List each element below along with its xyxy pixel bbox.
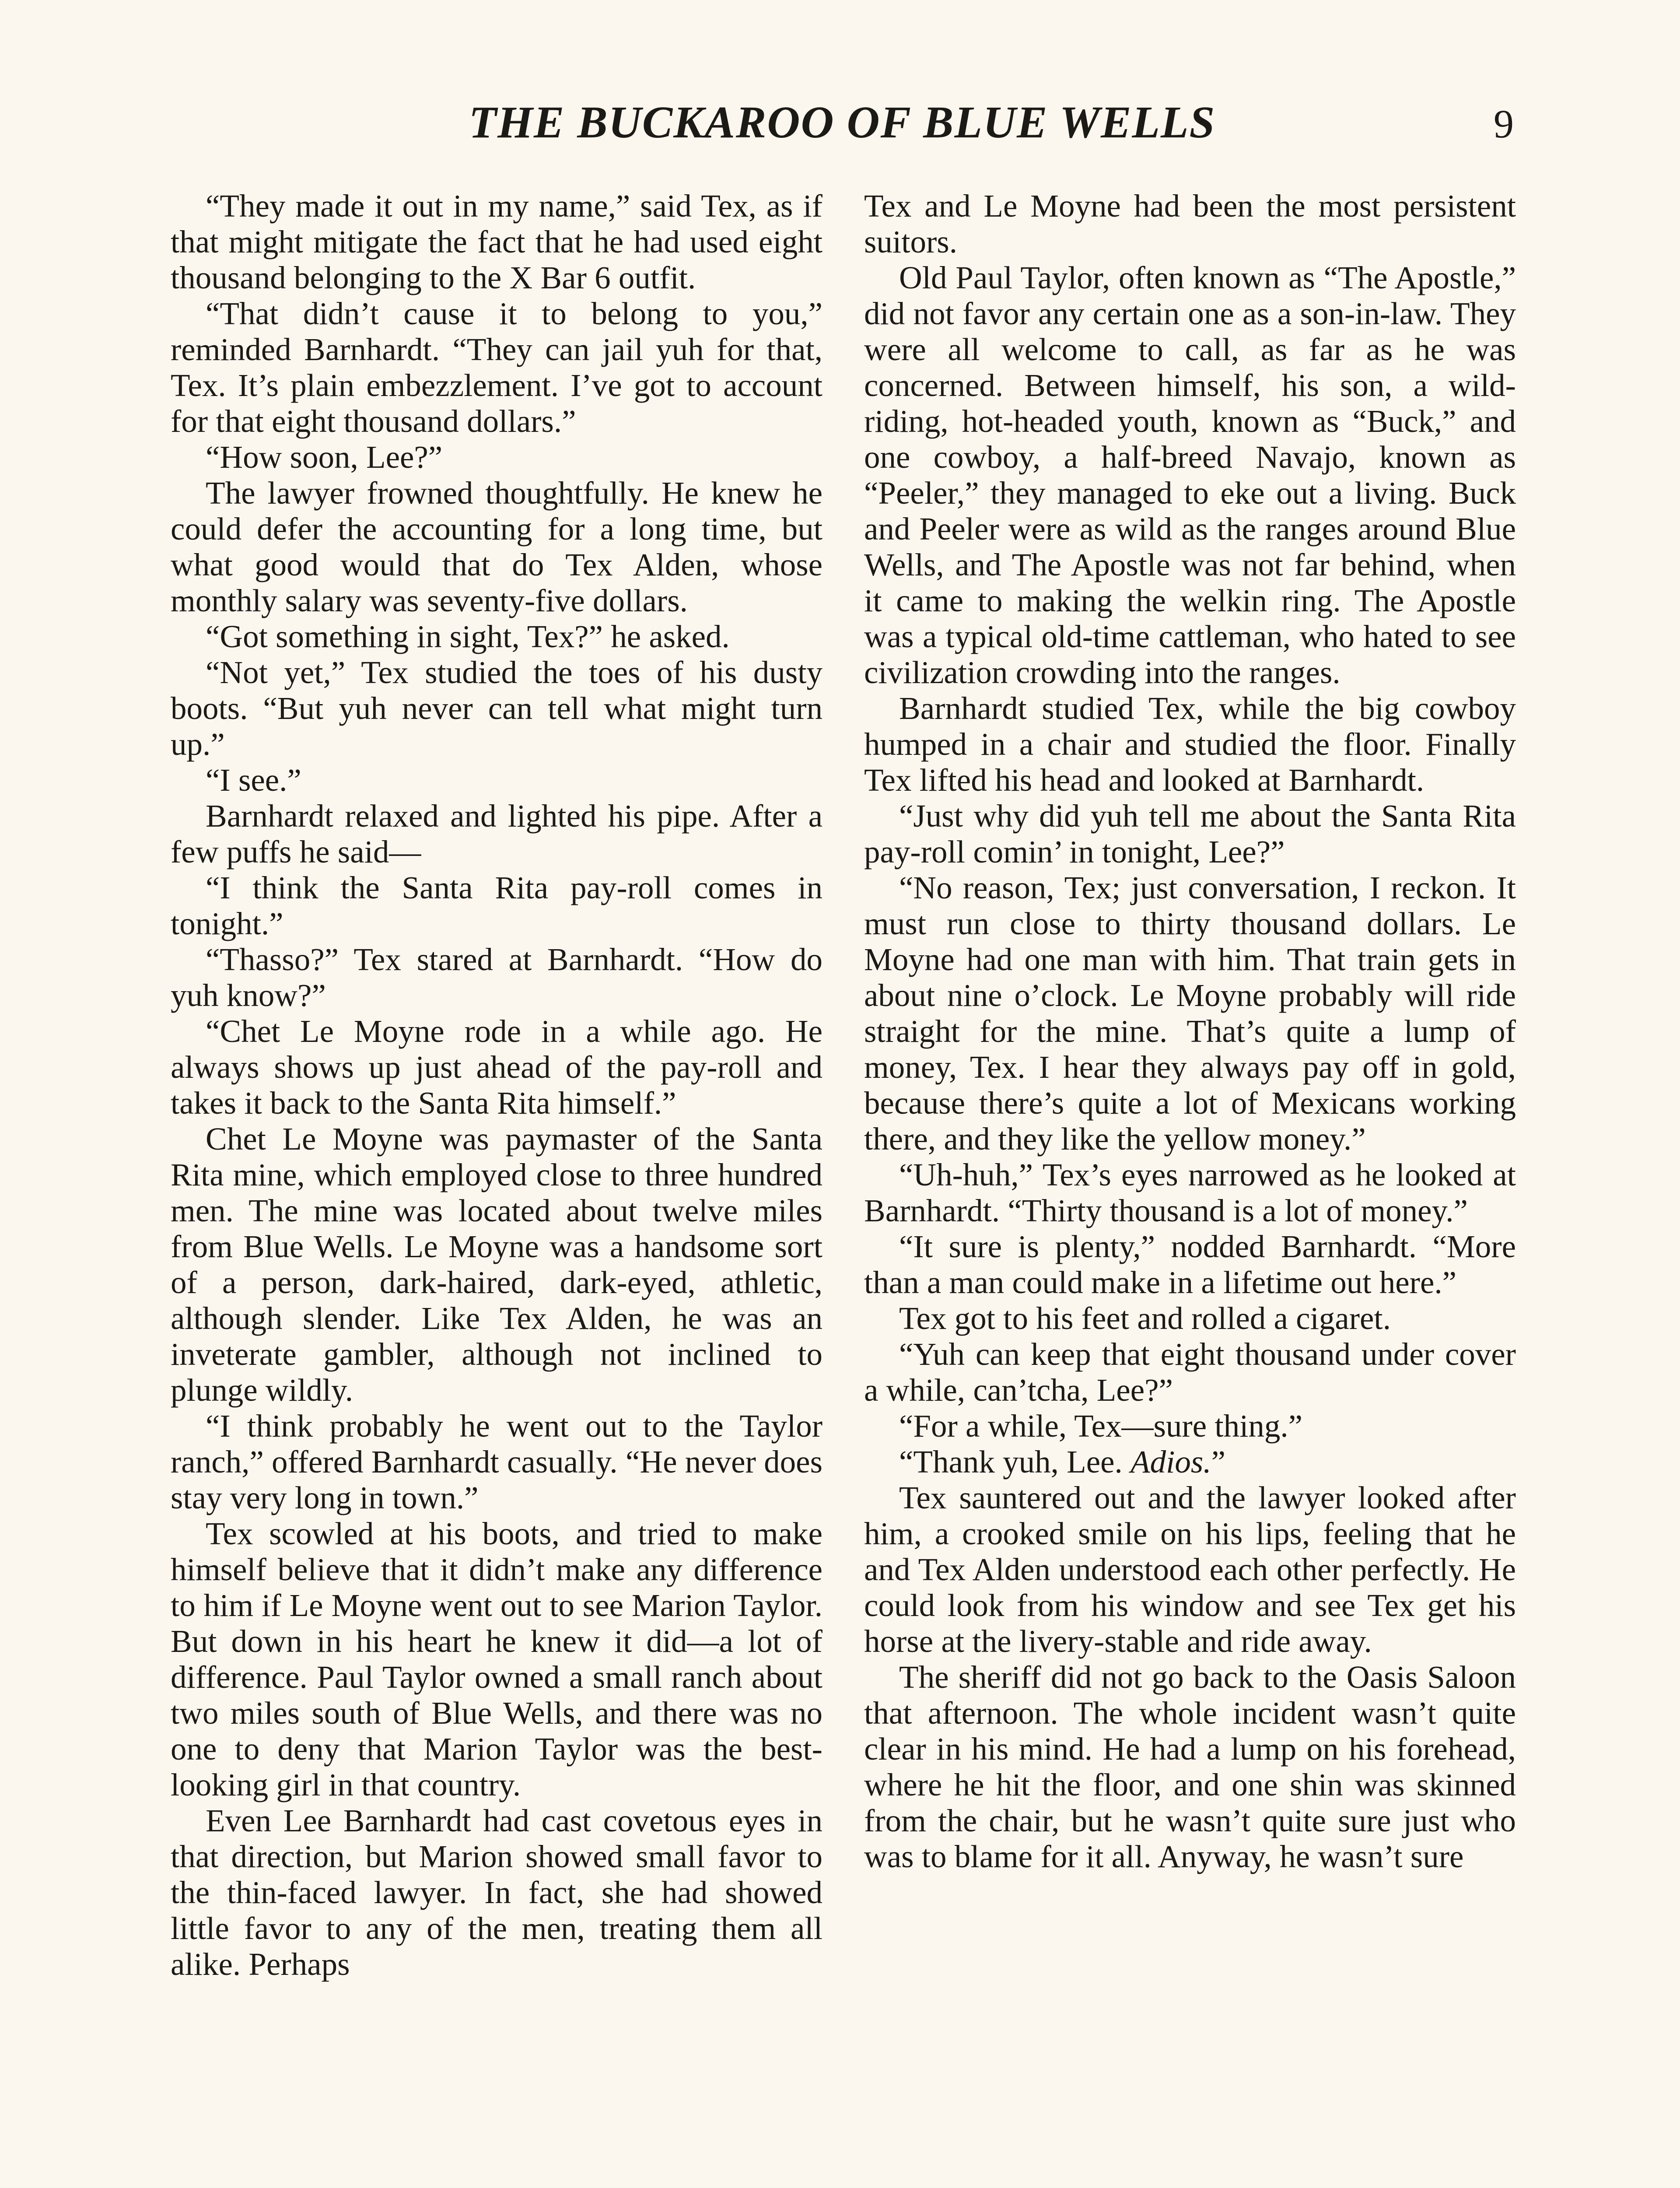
paragraph <box>864 691 1516 798</box>
paragraph <box>864 260 1516 691</box>
paragraph <box>171 1408 822 1516</box>
paragraph <box>171 1013 822 1121</box>
paragraph-text: Barnhardt studied Tex, while the big cowboy humped in a chair and studied the floor. Finally Tex lifted his head and looked at Barnhardt. <box>864 691 1516 798</box>
paragraph <box>864 1336 1516 1408</box>
paragraph-text: Tex scowled at his boots, and tried to make himself believe that it didn’t make any difference to him if Le Moyne went out to see Marion Taylor. But down in his heart he knew it did—a lot of difference. Paul Taylor owned a small ranch about two miles south of Blue Wells, and there was no one to deny that Marion Taylor was the best-looking girl in that country. <box>171 1516 822 1802</box>
paragraph-text: The sheriff did not go back to the Oasis Saloon that afternoon. The whole incident wasn’t quite clear in his mind. He had a lump on his forehead, where he hit the floor, and one shin was skinned from the chair, but he wasn’t quite sure just who was to blame for it all. Anyway, he wasn’t sure <box>864 1659 1516 1874</box>
paragraph-italic-text: Adios. <box>1130 1444 1211 1480</box>
paragraph-text: Tex and Le Moyne had been the most persistent suitors. <box>864 188 1516 259</box>
paragraph <box>171 942 822 1013</box>
paragraph-text: “Uh-huh,” Tex’s eyes narrowed as he looked at Barnhardt. “Thirty thousand is a lot of money.” <box>864 1157 1516 1228</box>
paragraph-text: “Got something in sight, Tex?” he asked. <box>206 619 730 654</box>
paragraph <box>171 296 822 439</box>
paragraph <box>171 1121 822 1408</box>
running-head <box>171 96 1514 162</box>
paragraph <box>864 1480 1516 1659</box>
paragraph-text: “Thank yuh, Lee. <box>899 1444 1131 1480</box>
paragraph <box>171 475 822 619</box>
paragraph-text: “That didn’t cause it to belong to you,” reminded Barnhardt. “They can jail yuh for that, Tex. It’s plain embezzlement. I’ve got to account for that eight thousand dollars.” <box>171 296 822 439</box>
paragraph <box>171 619 822 655</box>
paragraph-text: “How soon, Lee?” <box>206 439 443 475</box>
paragraph-text: “Not yet,” Tex studied the toes of his dusty boots. “But yuh never can tell what might turn up.” <box>171 655 822 762</box>
paragraph-text: Tex got to his feet and rolled a cigaret. <box>899 1301 1391 1336</box>
text-column-left <box>171 188 822 2188</box>
paragraph <box>171 762 822 798</box>
paragraph-text: “Thasso?” Tex stared at Barnhardt. “How do yuh know?” <box>171 942 822 1013</box>
paragraph <box>864 1659 1516 1875</box>
text-column-right <box>864 188 1516 2188</box>
paragraph: “Thank yuh, Lee. Adios.” <box>899 1444 1225 1480</box>
paragraph-text: Barnhardt relaxed and lighted his pipe. After a few puffs he said— <box>171 798 822 870</box>
paragraph-text: “They made it out in my name,” said Tex, as if that might mitigate the fact that he had used eight thousand belonging to the X Bar 6 outfit. <box>171 188 822 295</box>
paragraph-text: “Yuh can keep that eight thousand under cover a while, can’tcha, Lee?” <box>864 1336 1516 1408</box>
paragraph <box>864 798 1516 870</box>
paragraph-text: “I think probably he went out to the Taylor ranch,” offered Barnhardt casually. “He never does stay very long in town.” <box>171 1408 822 1515</box>
paragraph <box>864 1157 1516 1229</box>
paragraph <box>864 188 1516 260</box>
paragraph-text: Chet Le Moyne was paymaster of the Santa Rita mine, which employed close to three hundred men. The mine was located about twelve miles from Blue Wells. Le Moyne was a handsome sort of a person, dark-haired, dark-eyed, athletic, although slender. Like Tex Alden, he was an inveterate gambler, although not inclined to plunge wildly. <box>171 1121 822 1408</box>
paragraph <box>171 1803 822 1982</box>
paragraph-text: “It sure is plenty,” nodded Barnhardt. “More than a man could make in a lifetime out here.” <box>864 1229 1516 1300</box>
paragraph <box>171 798 822 870</box>
paragraph <box>171 439 822 475</box>
paragraph <box>864 1229 1516 1301</box>
paragraph <box>171 188 822 296</box>
paragraph-text: “I see.” <box>206 762 301 798</box>
paragraph-text: Tex sauntered out and the lawyer looked after him, a crooked smile on his lips, feeling that he and Tex Alden understood each other perfectly. He could look from his window and see Tex get his horse at the livery-stable and ride away. <box>864 1480 1516 1659</box>
paragraph <box>171 655 822 762</box>
paragraph <box>171 1516 822 1803</box>
paragraph <box>864 1408 1516 1444</box>
page-title: THE BUCKAROO OF BLUE WELLS <box>469 97 1216 147</box>
paragraph-text: The lawyer frowned thoughtfully. He knew he could defer the accounting for a long time, but what good would that do Tex Alden, whose monthly salary was seventy-five dollars. <box>171 475 822 618</box>
paragraph <box>864 1301 1516 1336</box>
paragraph-text: “Just why did yuh tell me about the Santa Rita pay-roll comin’ in tonight, Lee?” <box>864 798 1516 870</box>
paragraph-text: “I think the Santa Rita pay-roll comes in tonight.” <box>171 870 822 941</box>
paragraph-text: Old Paul Taylor, often known as “The Apostle,” did not favor any certain one as a son-in-law. They were all welcome to call, as far as he was concerned. Between himself, his son, a wild-riding, hot-headed youth, known as “Buck,” and one cowboy, a half-breed Navajo, known as “Peeler,” they managed to eke out a living. Buck and Peeler were as wild as the ranges around Blue Wells, and The Apostle was not far behind, when it came to making the welkin ring. The Apostle was a typical old-time cattleman, who hated to see civilization crowding into the ranges. <box>864 260 1516 690</box>
paragraph <box>864 870 1516 1157</box>
paragraph-text: “No reason, Tex; just conversation, I reckon. It must run close to thirty thousand dollars. Le Moyne had one man with him. That train gets in about nine o’clock. Le Moyne probably will ride straight for the mine. That’s quite a lump of money, Tex. I hear they always pay off in gold, because there’s quite a lot of Mexicans working there, and they like the yellow money.” <box>864 870 1516 1157</box>
page-number: 9 <box>1494 102 1514 146</box>
paragraph-text: Even Lee Barnhardt had cast covetous eyes in that direction, but Marion showed small favor to the thin-faced lawyer. In fact, she had showed little favor to any of the men, treating them all alike. Perhaps <box>171 1803 822 1982</box>
paragraph-text: “For a while, Tex—sure thing.” <box>899 1408 1303 1444</box>
paragraph-text: “Chet Le Moyne rode in a while ago. He always shows up just ahead of the pay-roll and takes it back to the Santa Rita himself.” <box>171 1013 822 1121</box>
paragraph <box>171 870 822 942</box>
